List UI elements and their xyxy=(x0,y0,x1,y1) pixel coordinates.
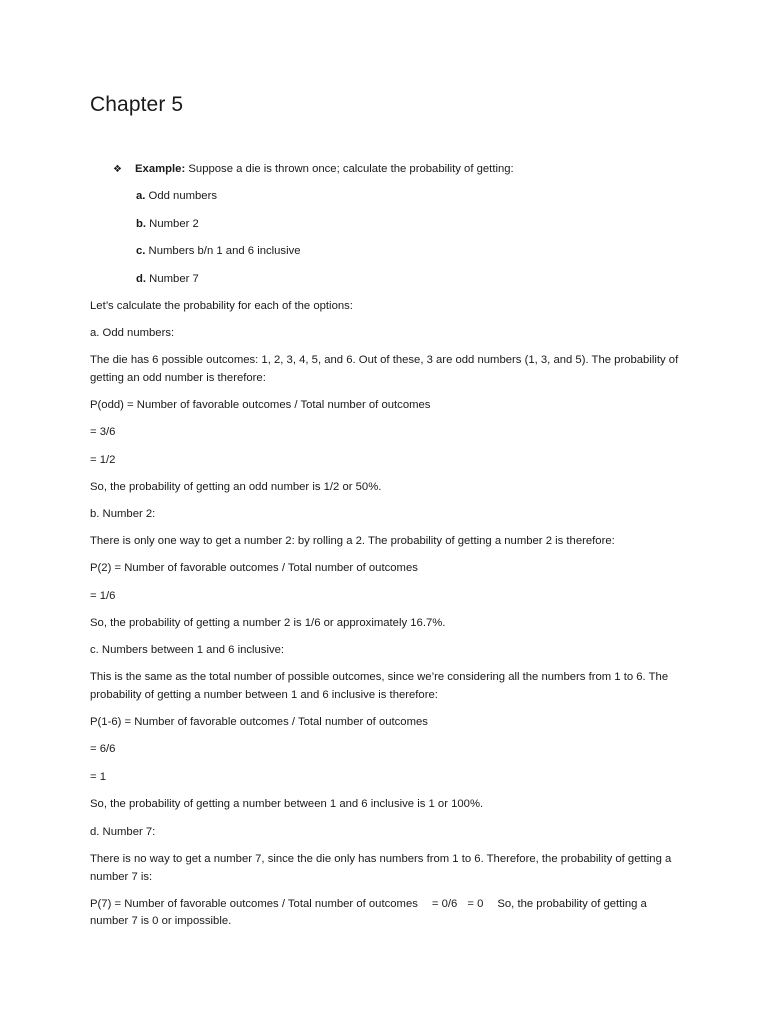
section-a-result: So, the probability of getting an odd number is 1/2 or 50%. xyxy=(90,481,382,493)
option-d xyxy=(136,271,199,289)
option-text: Numbers b/n 1 and 6 inclusive xyxy=(145,245,301,257)
option-letter: b. xyxy=(136,218,147,230)
option-letter: c. xyxy=(136,245,146,257)
section-d-heading: d. Number 7: xyxy=(90,826,156,838)
section-d-step: = 0 xyxy=(467,898,484,910)
section-c-step: = 6/6 xyxy=(90,743,116,755)
option-letter: a. xyxy=(136,190,146,202)
section-a-step: = 1/2 xyxy=(90,454,116,466)
section-d-result-end: number 7 is 0 or impossible. xyxy=(90,915,232,927)
chapter-title: Chapter 5 xyxy=(90,93,184,116)
section-b-paragraph: There is only one way to get a number 2: by rolling a 2. The probability of getting a number 2 is therefore: xyxy=(90,535,615,547)
option-text: Number 7 xyxy=(146,273,199,285)
option-b xyxy=(136,216,199,234)
option-text: Number 2 xyxy=(146,218,199,230)
section-d-formula-line xyxy=(90,896,690,914)
section-b-formula: P(2) = Number of favorable outcomes / Total number of outcomes xyxy=(90,562,418,574)
section-b-step: = 1/6 xyxy=(90,590,116,602)
example-bullet xyxy=(113,161,514,179)
section-c-result: So, the probability of getting a number between 1 and 6 inclusive is 1 or 100%. xyxy=(90,798,484,810)
section-c-formula: P(1-6) = Number of favorable outcomes / Total number of outcomes xyxy=(90,716,428,728)
option-a xyxy=(136,188,217,206)
section-c-step: = 1 xyxy=(90,771,107,783)
option-letter: d. xyxy=(136,273,147,285)
example-text: Suppose a die is thrown once; calculate the probability of getting: xyxy=(185,163,514,175)
section-a-formula: P(odd) = Number of favorable outcomes / Total number of outcomes xyxy=(90,399,431,411)
section-a-heading: a. Odd numbers: xyxy=(90,327,175,339)
section-c-paragraph: This is the same as the total number of possible outcomes, since we’re considering all the numbers from 1 to 6. The probability of getting a number between 1 and 6 inclusive is therefore: xyxy=(90,671,669,701)
section-a-step: = 3/6 xyxy=(90,426,116,438)
section-b-result: So, the probability of getting a number 2 is 1/6 or approximately 16.7%. xyxy=(90,617,446,629)
section-b-heading: b. Number 2: xyxy=(90,508,156,520)
option-text: Odd numbers xyxy=(145,190,218,202)
example-label: Example: xyxy=(135,163,186,175)
section-d-formula: P(7) = Number of favorable outcomes / Total number of outcomes xyxy=(90,898,418,910)
section-d-step: = 0/6 xyxy=(431,898,458,910)
diamond-bullet-icon: ❖ xyxy=(113,164,122,175)
section-d-paragraph: There is no way to get a number 7, since the die only has numbers from 1 to 6. Therefore, the probability of getting a number 7 is: xyxy=(90,853,672,883)
section-a-paragraph: The die has 6 possible outcomes: 1, 2, 3, 4, 5, and 6. Out of these, 3 are odd numbers (1, 3, and 5). The probability of getting an odd number is therefore: xyxy=(90,354,679,384)
intro-text: Let’s calculate the probability for each of the options: xyxy=(90,300,353,312)
section-c-heading: c. Numbers between 1 and 6 inclusive: xyxy=(90,644,285,656)
option-c xyxy=(136,243,301,261)
section-d-result-start: So, the probability of getting a xyxy=(497,898,647,910)
